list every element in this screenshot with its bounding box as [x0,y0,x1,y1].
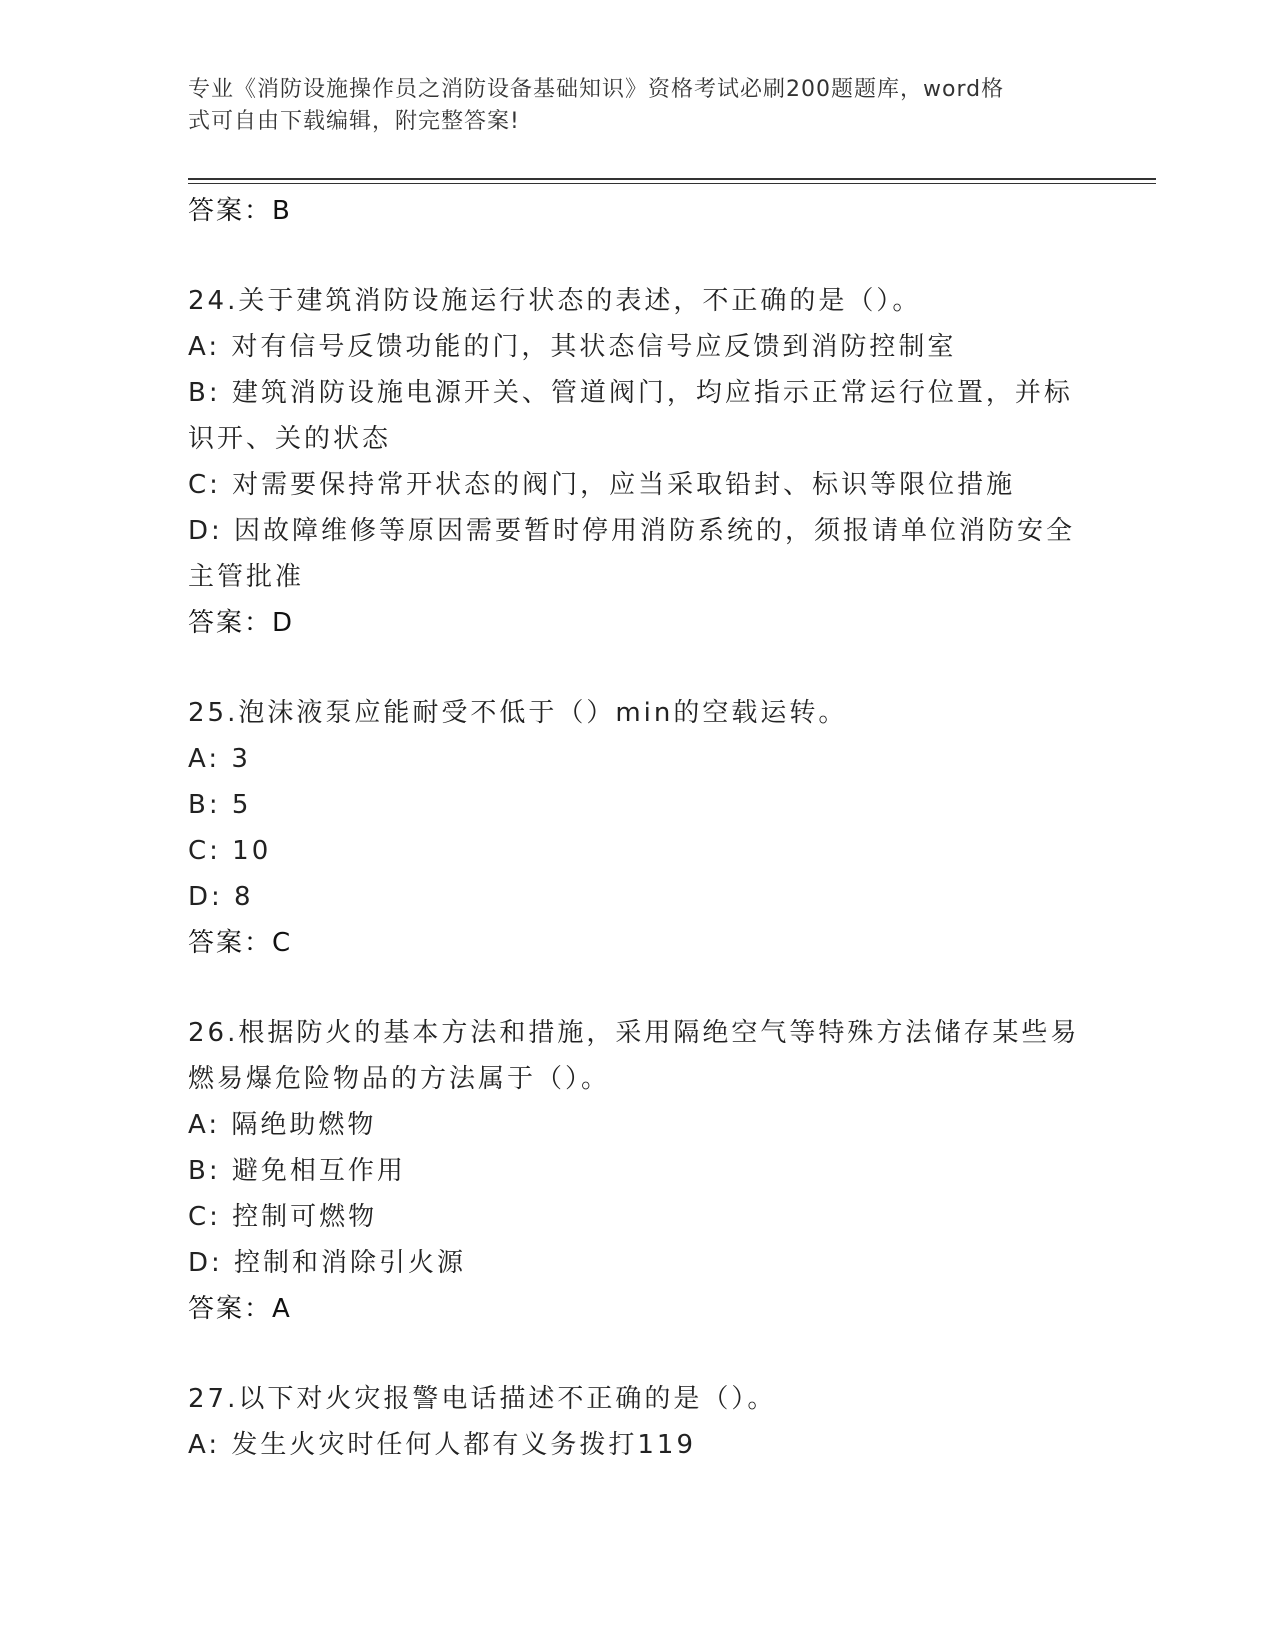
option-text: C: 10 [188,836,272,866]
header-line-2: 式可自由下载编辑，附完整答案! [188,109,520,134]
question-answer: 答案：A [188,1294,292,1324]
question-answer: 答案：D [188,608,295,638]
header-divider-thick [188,178,1156,180]
question-list [188,188,1088,1468]
question-block [188,690,1088,966]
document-header [188,74,1068,138]
question-answer: 答案：C [188,928,293,958]
option-text: C: 控制可燃物 [188,1202,378,1232]
option-text: C: 对需要保持常开状态的阀门，应当采取铅封、标识等限位措施 [188,470,1016,500]
answer-option [188,736,1088,782]
option-text: 主管批准 [188,562,305,592]
question-stem: 26.根据防火的基本方法和措施，采用隔绝空气等特殊方法储存某些易 [188,1018,1080,1048]
answer-option [188,1102,1088,1148]
option-text: A: 对有信号反馈功能的门，其状态信号应反馈到消防控制室 [188,332,957,362]
question-stem: 燃易爆危险物品的方法属于（）。 [188,1064,611,1094]
option-text: D: 控制和消除引火源 [188,1248,467,1278]
option-text: B: 5 [188,790,252,820]
question-stem: 25.泡沫液泵应能耐受不低于（）min的空载运转。 [188,698,848,728]
answer-option [188,782,1088,828]
answer-option [188,324,1088,370]
answer-option [188,874,1088,920]
option-text: A: 3 [188,744,251,774]
answer-option [188,1240,1088,1286]
answer-option [188,828,1088,874]
answer-option [188,1194,1088,1240]
answer-option [188,370,1088,462]
question-block [188,1010,1088,1332]
previous-answer: 答案：B [188,196,292,226]
option-text: D: 因故障维修等原因需要暂时停用消防系统的，须报请单位消防安全 [188,516,1076,546]
option-text: 识开、关的状态 [188,424,392,454]
option-text: B: 避免相互作用 [188,1156,406,1186]
question-stem: 27.以下对火灾报警电话描述不正确的是（）。 [188,1384,777,1414]
answer-option [188,1148,1088,1194]
answer-option [188,1422,1088,1468]
header-divider-thin [188,183,1156,184]
question-stem: 24.关于建筑消防设施运行状态的表述，不正确的是（）。 [188,286,922,316]
option-text: B: 建筑消防设施电源开关、管道阀门，均应指示正常运行位置，并标 [188,378,1073,408]
answer-option [188,462,1088,508]
header-line-1: 专业《消防设施操作员之消防设备基础知识》资格考试必刷200题题库，word格 [188,77,1005,102]
option-text: A: 发生火灾时任何人都有义务拨打119 [188,1430,696,1460]
question-block [188,1376,1088,1468]
question-block [188,278,1088,646]
answer-option [188,508,1088,600]
option-text: A: 隔绝助燃物 [188,1110,377,1140]
questions-container [188,278,1088,1468]
option-text: D: 8 [188,882,254,912]
